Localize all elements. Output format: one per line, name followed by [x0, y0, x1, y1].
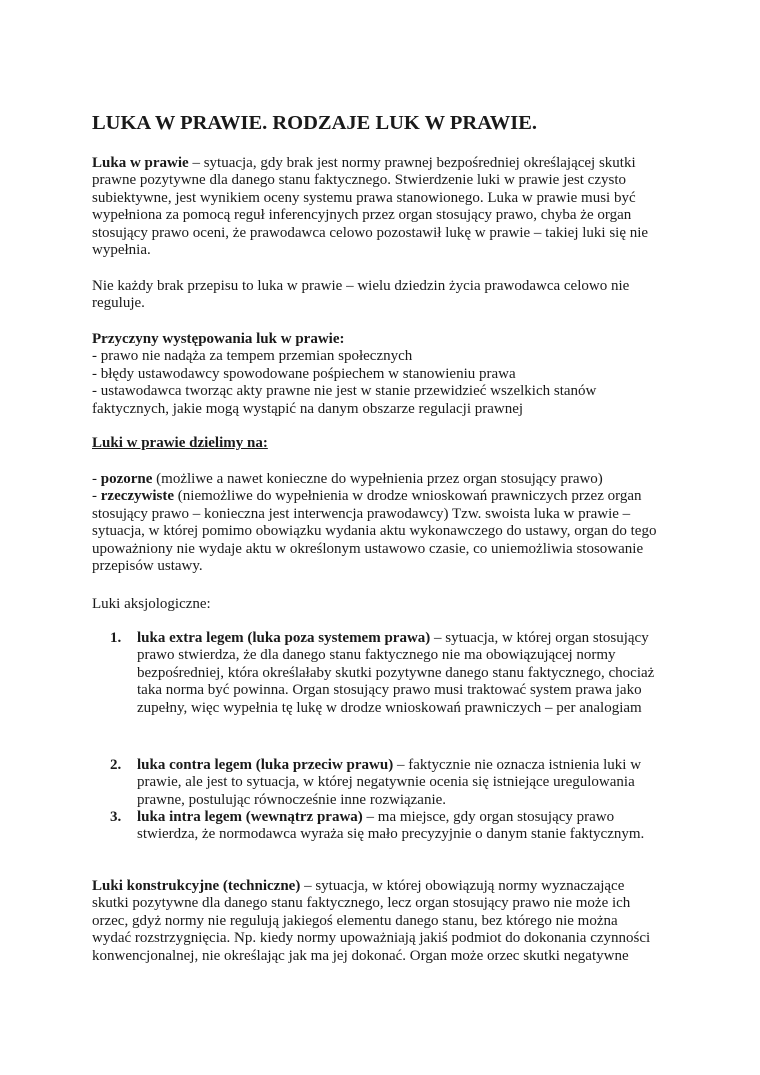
definition-paragraph — [92, 155, 692, 259]
constructive-paragraph: Luki konstrukcyjne (techniczne) – sytuacja, w której obowiązują normy wyznaczające skutki pozytywne dla danego stanu faktycznego, lecz organ stosujący prawo nie może ich orzec, gdyż normy nie regulują jakiegoś elementu danego stanu, bez którego nie można wydać rozstrzygnięcia. Np. kiedy normy upoważniają jakiś podmiot do dokonania czynności konwencjonalnej, nie określając jak ma jej dokonać. Organ może orzec skutki negatywne — [92, 878, 651, 964]
definition-line: wypełniona za pomocą reguł inferencyjnych przez organ stosujący prawo, chyba że organ — [92, 207, 632, 224]
definition-term: Luka w prawie — [92, 155, 189, 171]
division-items — [92, 471, 692, 575]
list-item-term: luka extra legem (luka poza systemem prawa) — [137, 630, 431, 646]
note-line: Nie każdy brak przepisu to luka w prawie – wielu dziedzin życia prawodawca celowo nie — [92, 278, 630, 294]
list-item-number: 1. — [110, 630, 122, 646]
list-item-text: luka intra legem (wewnątrz prawa) – ma miejsce, gdy organ stosujący prawo stwierdza, że normodawca wyraża się mało precyzyjnie o danym stanie faktycznym. — [137, 809, 645, 843]
real-gap-line: przepisów ustawy. — [92, 558, 203, 575]
page-title: LUKA W PRAWIE. RODZAJE LUK W PRAWIE. — [92, 112, 538, 134]
note-line: reguluje. — [92, 295, 145, 312]
real-gap-line: sytuacja, w której pomimo obowiązku wydania aktu wykonawczego do ustawy, organ do tego — [92, 523, 657, 540]
division-heading: Luki w prawie dzielimy na: — [92, 435, 268, 451]
real-gap-line: upoważniony nie wydaje aktu w określonym ustawowo czasie, co uniemożliwia stosowanie — [92, 540, 644, 557]
division-section — [92, 435, 692, 452]
list-item-number: 3. — [110, 809, 122, 825]
list-item-text: luka extra legem (luka poza systemem prawa) – sytuacja, w której organ stosujący prawo stwierdza, że dla danego stanu faktycznego nie ma obowiązującej normy bezpośredniej, która określałaby skutki pozytywne danego stanu faktycznego, chociaż taka norma być powinna. Organ stosujący prawo musi traktować system prawa jako zupełny, więc wypełnia tę lukę w drodze wnioskowań prawniczych – per analogiam — [137, 630, 655, 716]
list-item-term: luka intra legem (wewnątrz prawa) — [137, 809, 363, 825]
constructive-term: Luki konstrukcyjne (techniczne) — [92, 878, 301, 894]
list-item-number: 2. — [110, 757, 122, 773]
axiological-label: Luki aksjologiczne: — [92, 596, 211, 612]
note-paragraph — [92, 278, 692, 313]
definition-line: prawne pozytywne dla danego stanu faktycznego. Stwierdzenie luki w prawie jest czysto — [92, 172, 626, 189]
definition-line: subiektywne, jest wynikiem oceny systemu prawa stanowionego. Luka w prawie musi być — [92, 189, 636, 206]
causes-heading: Przyczyny występowania luk w prawie: — [92, 331, 345, 347]
list-item-text: luka contra legem (luka przeciw prawu) – faktycznie nie oznacza istnienia luki w prawie, ale jest to sytuacja, w której negatywnie ocenia się istniejące uregulowania prawne, postulując równocześnie inne rozwiązanie. — [137, 757, 642, 808]
list-item-term: luka contra legem (luka przeciw prawu) — [137, 757, 394, 773]
definition-line: wypełnia. — [92, 242, 151, 259]
real-gap-term: rzeczywiste — [100, 488, 175, 505]
cause-item: - ustawodawca tworząc akty prawne nie jest w stanie przewidzieć wszelkich stanów — [92, 383, 597, 400]
definition-line: stosujący prawo oceni, że prawodawca celowo pozostawił lukę w prawie – takiej luki się nie — [92, 224, 649, 241]
definition-line: Luka w prawie – sytuacja, gdy brak jest normy prawnej bezpośredniej określającej skutki — [92, 155, 636, 171]
causes-section — [92, 331, 692, 418]
cause-item: - prawo nie nadąża za tempem przemian społecznych — [92, 348, 413, 365]
real-gap-line: - rzeczywiste (niemożliwe do wypełnienia w drodze wnioskowań prawniczych przez organ — [92, 488, 642, 505]
axiological-section — [92, 596, 692, 613]
cause-item: - błędy ustawodawcy spowodowane pośpiechem w stanowieniu prawa — [92, 365, 516, 382]
real-gap-line: stosujący prawo – konieczna jest interwencja prawodawcy) Tzw. swoista luka w prawie – — [92, 505, 631, 522]
apparent-gap-line: - pozorne (możliwe a nawet konieczne do wypełnienia przez organ stosujący prawo) — [92, 471, 603, 487]
apparent-gap-term: pozorne — [100, 471, 153, 487]
cause-item: faktycznych, jakie mogą wystąpić na danym obszarze regulacji prawnej — [92, 400, 524, 417]
